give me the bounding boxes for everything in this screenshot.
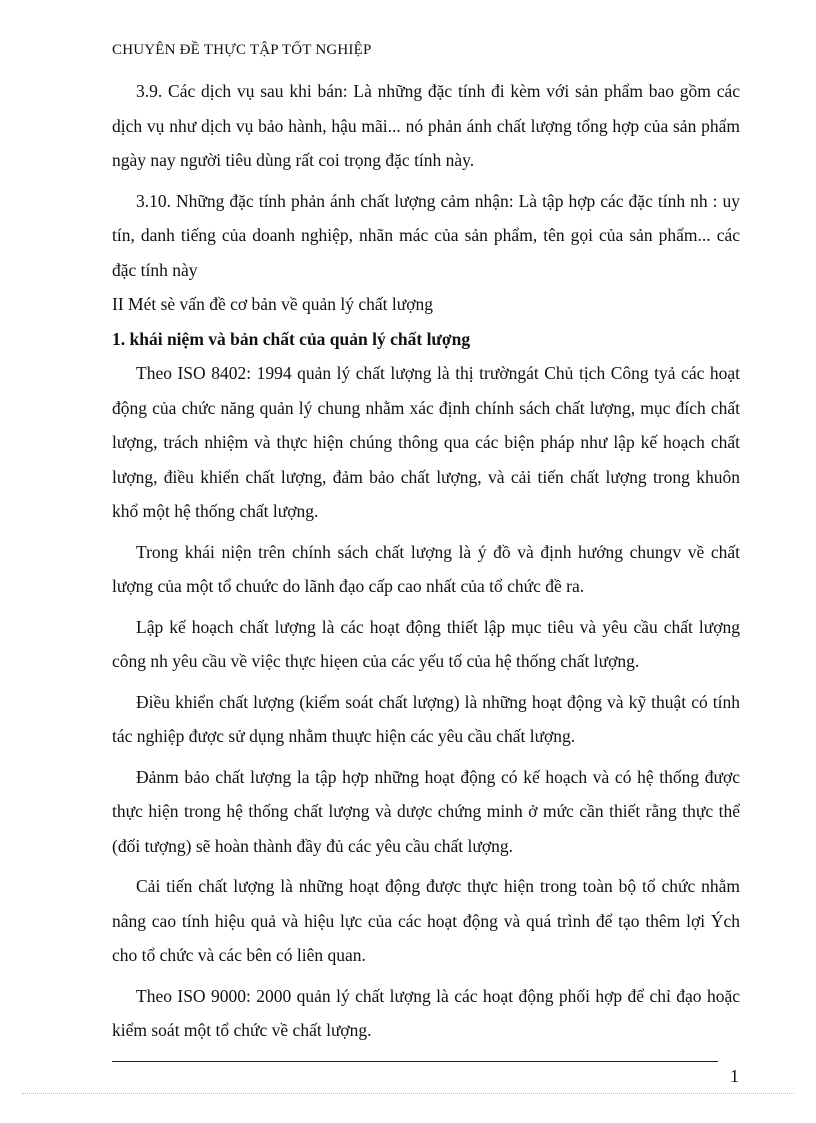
paragraph-quality-control: Điều khiển chất lượng (kiểm soát chất lượng) là những hoạt động và kỹ thuật có tính tác nghiệp được sử dụng nhằm thuực hiện các yêu cầu chất lượng. [112,691,740,746]
paragraph-after-sales-services: 3.9. Các dịch vụ sau khi bán: Là những đặc tính đi kèm với sản phẩm bao gồm các dịch vụ như dịch vụ bảo hành, hậu mãi... nó phản ánh chất lượng tổng hợp của sản phẩm ngày nay người tiêu dùng rất coi trọng đặc tính này. [112,81,740,170]
paragraph-iso-8402: Theo ISO 8402: 1994 quản lý chất lượng là thị trườngát Chủ tịch Công tyả các hoạt động của chức năng quản lý chung nhằm xác định chính sách chất lượng, mục đích chất lượng, trách nhiệm và thực hiện chúng thông qua các biện pháp như lập kế hoạch chất lượng, điều khiển chất lượng, đảm bảo chất lượng, và cải tiến chất lượng trong khuôn khổ một hệ thống chất lượng. [112,363,740,521]
page-number: 1 [730,1066,739,1086]
section-heading: II Mét sè vấn đề cơ bản về quản lý chất lượng [112,294,434,314]
paragraph-quality-policy: Trong khái niện trên chính sách chất lượng là ý đồ và định hướng chungv về chất lượng của một tổ chuức do lãnh đạo cấp cao nhất của tổ chức đề ra. [112,541,740,596]
paragraph-iso-9000: Theo ISO 9000: 2000 quản lý chất lượng là các hoạt động phối hợp để chỉ đạo hoặc kiểm soát một tổ chức về chất lượng. [112,985,740,1040]
running-header: CHUYÊN ĐỀ THỰC TẬP TỐT NGHIỆP [112,42,372,58]
paragraph-quality-improvement: Cải tiến chất lượng là những hoạt động được thực hiện trong toàn bộ tổ chức nhằm nâng cao tính hiệu quả và hiệu lực của các hoạt động và quá trình để tạo thêm lợi Ých cho tổ chức và các bên có liên quan. [112,876,740,965]
sub-heading: 1. khái niệm và bản chất của quản lý chất lượng [112,328,471,349]
footer-divider [112,1061,718,1062]
paragraph-quality-planning: Lập kế hoạch chất lượng là các hoạt động thiết lập mục tiêu và yêu cầu chất lượng công nh yêu cầu về việc thực hiẹen của các yếu tố của hệ thống chất lượng. [112,616,740,671]
paragraph-quality-assurance: Đảnm bảo chất lượng la tập hợp những hoạt động có kế hoạch và có hệ thống được thực hiện trong hệ thống chất lượng và dược chứng minh ở mức cần thiết rằng thực thể (đối tượng) sẽ hoàn thành đầy đủ các yêu cầu chất lượng. [112,766,740,856]
document-body [112,74,740,1048]
page-boundary-line [22,1093,794,1094]
paragraph-perceived-quality: 3.10. Những đặc tính phản ánh chất lượng cảm nhận: Là tập hợp các đặc tính nh : uy tín, danh tiếng của doanh nghiệp, nhãn mác của sản phẩm, tên gọi của sản phẩm... các đặc tính này [112,190,740,280]
